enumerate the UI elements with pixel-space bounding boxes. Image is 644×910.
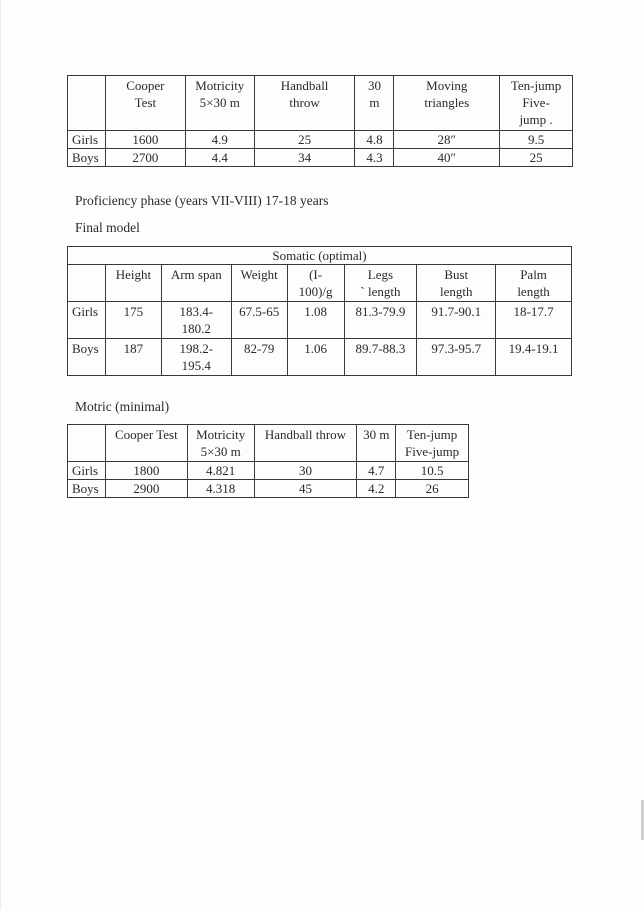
table-header-row — [68, 76, 573, 131]
row-label: Boys — [68, 149, 106, 167]
header-cell: Motricity 5×30 m — [187, 425, 254, 462]
section-heading-proficiency: Proficiency phase (years VII-VIII) 17-18 years — [75, 193, 329, 208]
table-cell: 89.7-88.3 — [344, 339, 417, 376]
table-motric-2 — [67, 424, 469, 498]
header-cell: Moving triangles — [394, 76, 500, 131]
table-cell: 10.5 — [396, 462, 469, 480]
row-label: Girls — [68, 302, 106, 339]
header-cell: Ten-jump Five-jump — [396, 425, 469, 462]
header-cell: Motricity 5×30 m — [185, 76, 254, 131]
table-cell: 97.3-95.7 — [417, 339, 496, 376]
table-cell: 4.4 — [185, 149, 254, 167]
header-cell — [68, 425, 106, 462]
header-cell — [68, 265, 106, 302]
header-cell: 30 m — [355, 76, 394, 131]
table-cell: 40″ — [394, 149, 500, 167]
scan-left-edge — [0, 0, 1, 910]
table-cell: 187 — [105, 339, 161, 376]
table-cell: 28″ — [394, 131, 500, 149]
header-cell: Arm span — [161, 265, 231, 302]
table-row — [68, 149, 573, 167]
header-cell: Bust length — [417, 265, 496, 302]
table-cell: 45 — [254, 480, 357, 498]
header-cell: Palm length — [496, 265, 572, 302]
table-header-row — [68, 425, 469, 462]
table-cell: 4.9 — [185, 131, 254, 149]
table-cell: 18-17.7 — [496, 302, 572, 339]
header-cell: Legs ` length — [344, 265, 417, 302]
table-cell: 198.2- 195.4 — [161, 339, 231, 376]
header-cell: Cooper Test — [105, 425, 187, 462]
header-cell: Weight — [231, 265, 287, 302]
header-cell: Height — [105, 265, 161, 302]
table-cell: 4.3 — [355, 149, 394, 167]
table-row — [68, 131, 573, 149]
table-cell: 34 — [254, 149, 355, 167]
row-label: Girls — [68, 131, 106, 149]
table-cell: 183.4- 180.2 — [161, 302, 231, 339]
section-heading-motric: Motric (minimal) — [75, 399, 170, 414]
table-row — [68, 302, 572, 339]
header-cell: 30 m — [357, 425, 396, 462]
row-label: Boys — [68, 339, 106, 376]
table-cell: 4.318 — [187, 480, 254, 498]
table-cell: 81.3-79.9 — [344, 302, 417, 339]
header-cell: Cooper Test — [105, 76, 185, 131]
table-cell: 30 — [254, 462, 357, 480]
table-group-header-row — [68, 247, 572, 265]
header-cell: Ten-jump Five- jump . — [500, 76, 573, 131]
table-cell: 25 — [254, 131, 355, 149]
section-heading-final-model: Final model — [75, 220, 140, 235]
header-cell: (I- 100)/g — [287, 265, 344, 302]
table-cell: 26 — [396, 480, 469, 498]
table-cell: 4.2 — [357, 480, 396, 498]
group-header-cell: Somatic (optimal) — [68, 247, 572, 265]
table-motric-1 — [67, 75, 573, 167]
table-cell: 1600 — [105, 131, 185, 149]
table-cell: 19.4-19.1 — [496, 339, 572, 376]
table-cell: 2900 — [105, 480, 187, 498]
row-label: Boys — [68, 480, 106, 498]
table-cell: 67.5-65 — [231, 302, 287, 339]
table-cell: 25 — [500, 149, 573, 167]
table-cell: 4.8 — [355, 131, 394, 149]
table-cell: 2700 — [105, 149, 185, 167]
table-row — [68, 480, 469, 498]
header-cell: Handball throw — [254, 425, 357, 462]
header-cell — [68, 76, 106, 131]
table-row — [68, 462, 469, 480]
table-cell: 82-79 — [231, 339, 287, 376]
table-cell: 9.5 — [500, 131, 573, 149]
table-somatic — [67, 246, 572, 376]
table-cell: 1.08 — [287, 302, 344, 339]
table-cell: 1800 — [105, 462, 187, 480]
table-header-row — [68, 265, 572, 302]
table-row — [68, 339, 572, 376]
table-cell: 1.06 — [287, 339, 344, 376]
table-cell: 4.7 — [357, 462, 396, 480]
table-cell: 175 — [105, 302, 161, 339]
row-label: Girls — [68, 462, 106, 480]
header-cell: Handball throw — [254, 76, 355, 131]
table-cell: 91.7-90.1 — [417, 302, 496, 339]
table-cell: 4.821 — [187, 462, 254, 480]
